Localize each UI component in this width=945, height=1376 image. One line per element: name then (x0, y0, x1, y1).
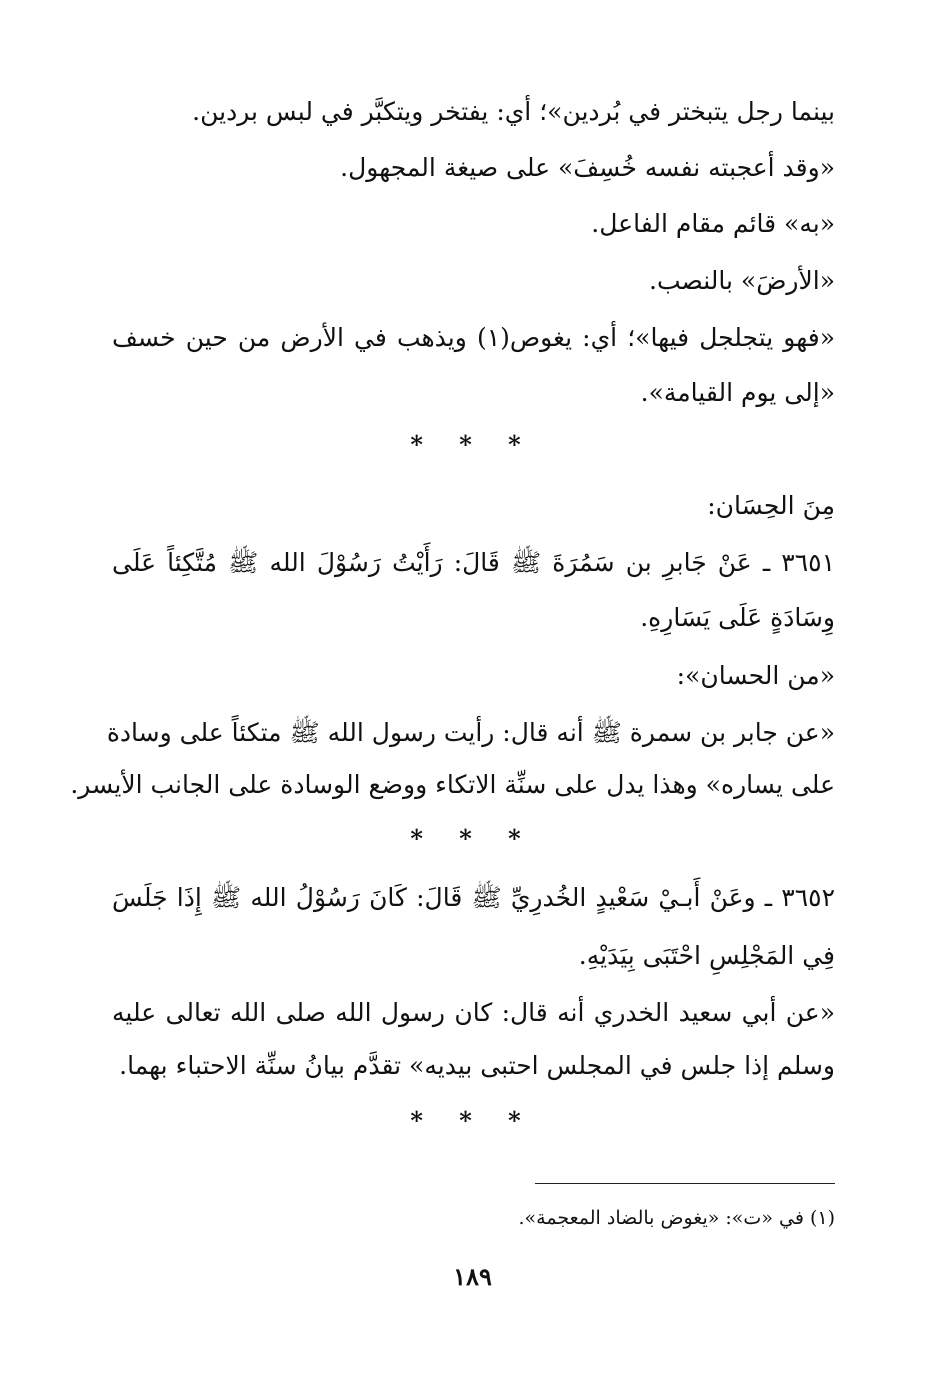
footnote: (١) في «ت»: «يغوض بالضاد المعجمة». (518, 1207, 835, 1229)
hadith-text: فِي المَجْلِسِ احْتَبَى بِيَدَيْهِ. (578, 941, 835, 970)
section-separator: * * * (410, 1106, 535, 1135)
hadith-text: وِسَادَةٍ عَلَى يَسَارِهِ. (640, 603, 835, 632)
text-line: «به» قائم مقام الفاعل. (591, 209, 835, 238)
page-number: ١٨٩ (453, 1262, 492, 1291)
text-line: «الأرضَ» بالنصب. (649, 266, 835, 295)
commentary-heading: «من الحسان»: (676, 661, 835, 690)
commentary-text: «عن أبي سعيد الخدري أنه قال: كان رسول الله صلى الله تعالى عليه (112, 998, 835, 1027)
footnote-rule (535, 1183, 835, 1184)
commentary-text: وسلم إذا جلس في المجلس احتبى بيديه» تقدَّم بيانُ سنِّة الاحتباء بهما. (119, 1051, 835, 1080)
text-line: بينما رجل يتبختر في بُردين»؛ أي: يفتخر ويتكبَّر في لبس بردين. (192, 97, 835, 126)
commentary-text: «عن جابر بن سمرة ﷺ أنه قال: رأيت رسول الله ﷺ متكئاً على وسادة (106, 718, 835, 747)
section-heading: مِنَ الحِسَان: (707, 491, 835, 520)
section-separator: * * * (410, 824, 535, 853)
text-line: «فهو يتجلجل فيها»؛ أي: يغوص(١) ويذهب في الأرض من حين خسف (112, 323, 835, 352)
text-line: «وقد أعجبته نفسه خُسِفَ» على صيغة المجهول. (340, 153, 835, 182)
commentary-text: على يساره» وهذا يدل على سنِّة الاتكاء ووضع الوسادة على الجانب الأيسر. (70, 770, 835, 799)
hadith-text: ٣٦٥١ ـ عَنْ جَابرِ بن سَمُرَةَ ﷺ قَالَ: رَأَيْتُ رَسُوْلَ الله ﷺ مُتَّكِئاً عَلَى (112, 548, 835, 577)
section-separator: * * * (410, 430, 535, 459)
text-line: «إلى يوم القيامة». (640, 378, 835, 407)
hadith-text: ٣٦٥٢ ـ وعَنْ أَبـيْ سَعْيدٍ الخُدرِيِّ ﷺ قَالَ: كَانَ رَسُوْلُ الله ﷺ إِذَا جَلَسَ (112, 883, 835, 912)
